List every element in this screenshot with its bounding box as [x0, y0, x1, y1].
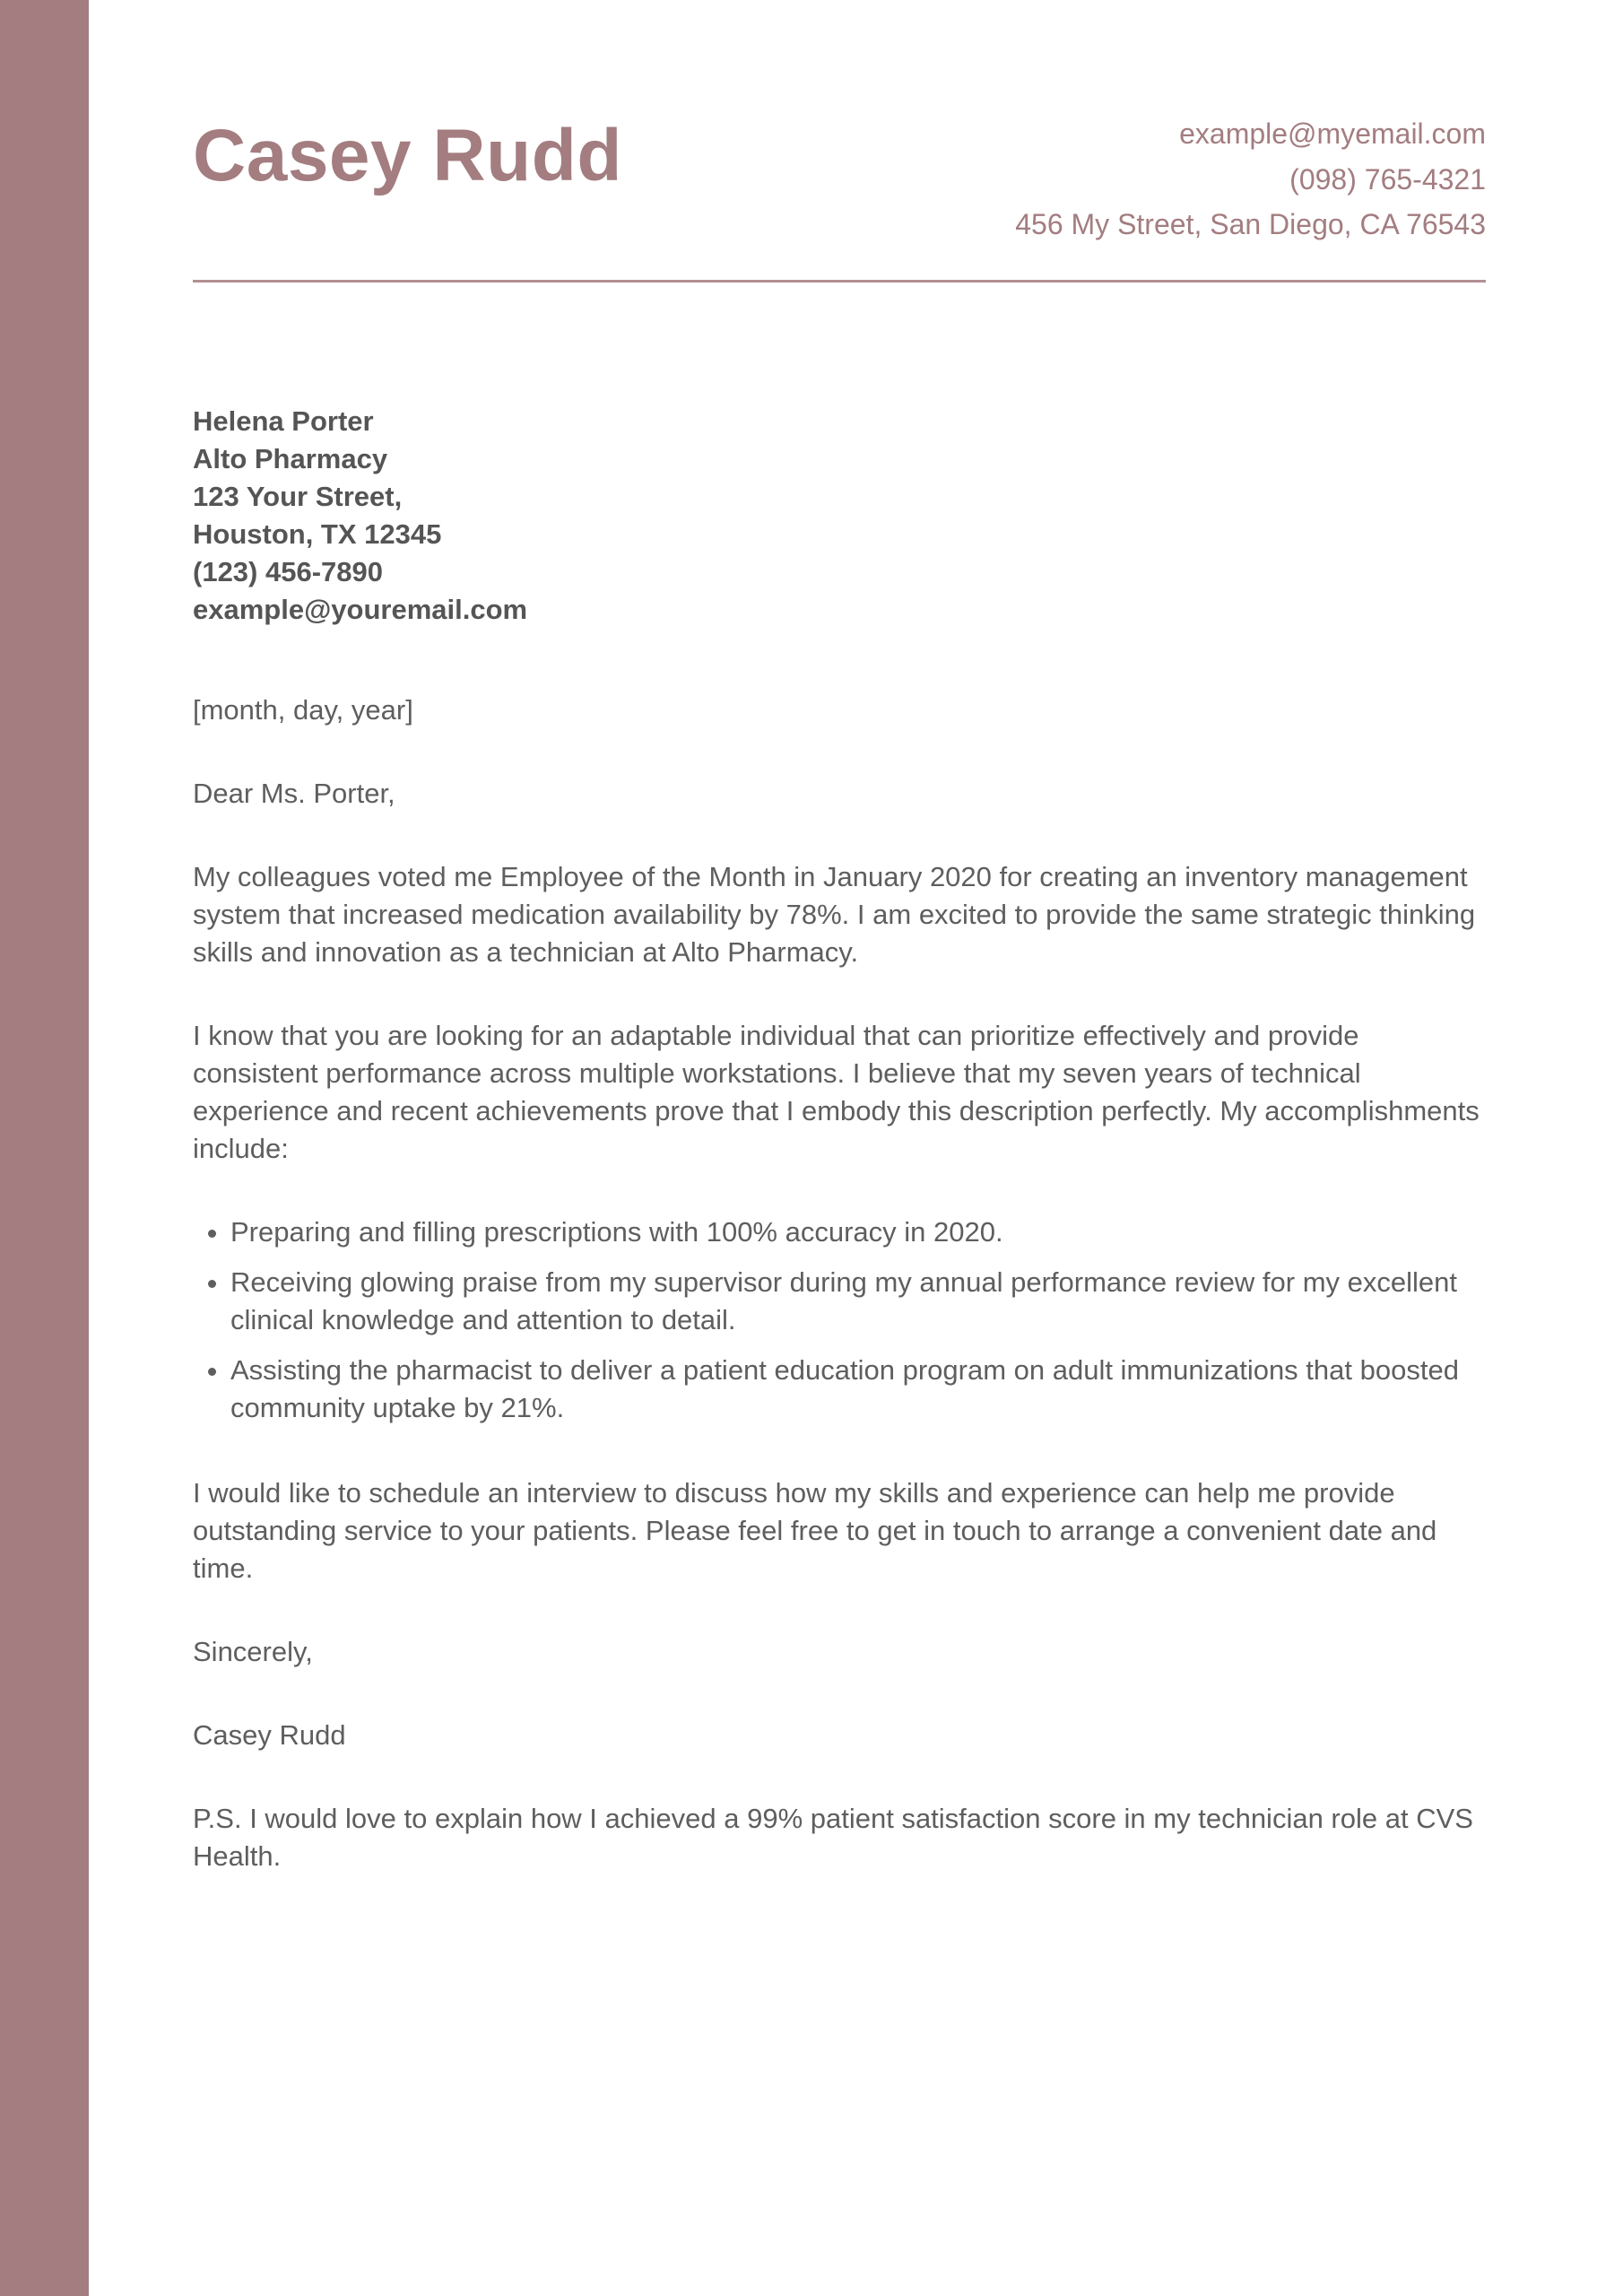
recipient-phone: (123) 456-7890: [193, 556, 383, 587]
recipient-email: example@youremail.com: [193, 594, 528, 625]
cover-letter-page: [193, 0, 1486, 1875]
list-item: • Assisting the pharmacist to deliver a patient education program on adult immunizations that boosted community uptake by 21%.: [230, 1352, 1486, 1427]
accomplishments-list: [193, 1213, 1486, 1427]
sender-name: Casey Rudd: [193, 115, 622, 196]
letter-date: [month, day, year]: [193, 694, 413, 726]
letter-postscript: P.S. I would love to explain how I achieved a 99% patient satisfaction score in my technician role at CVS Health.: [193, 1803, 1473, 1872]
sender-address: 456 My Street, San Diego, CA 76543: [1015, 208, 1486, 240]
letter-salutation: Dear Ms. Porter,: [193, 778, 395, 809]
sender-email: example@myemail.com: [1179, 117, 1486, 150]
list-item: • Preparing and filling prescriptions with 100% accuracy in 2020.: [230, 1213, 1486, 1251]
letter-signature: Casey Rudd: [193, 1719, 346, 1751]
recipient-block: [193, 403, 1486, 629]
recipient-name: Helena Porter: [193, 405, 374, 437]
recipient-city: Houston, TX 12345: [193, 518, 442, 550]
accent-sidebar: [0, 0, 89, 2296]
paragraph-qualifications: I know that you are looking for an adaptable individual that can prioritize effectively and provide consistent performance across multiple workstations. I believe that my seven years of technical experience and recent achievements prove that I embody this description perfectly. My accomplishments include:: [193, 1020, 1480, 1164]
recipient-company: Alto Pharmacy: [193, 443, 388, 474]
recipient-street: 123 Your Street,: [193, 481, 403, 512]
letter-header: [193, 0, 1486, 283]
paragraph-intro: My colleagues voted me Employee of the Month in January 2020 for creating an inventory management system that increased medication availability by 78%. I am excited to provide the same strategic thinking skills and innovation as a technician at Alto Pharmacy.: [193, 861, 1476, 968]
paragraph-call-to-action: I would like to schedule an interview to discuss how my skills and experience can help me provide outstanding service to your patients. Please feel free to get in touch to arrange a convenient date and time.: [193, 1477, 1437, 1584]
letter-closing: Sincerely,: [193, 1636, 313, 1667]
sender-phone: (098) 765-4321: [1289, 163, 1486, 196]
list-item: • Receiving glowing praise from my supervisor during my annual performance review for my excellent clinical knowledge and attention to detail.: [230, 1264, 1486, 1339]
